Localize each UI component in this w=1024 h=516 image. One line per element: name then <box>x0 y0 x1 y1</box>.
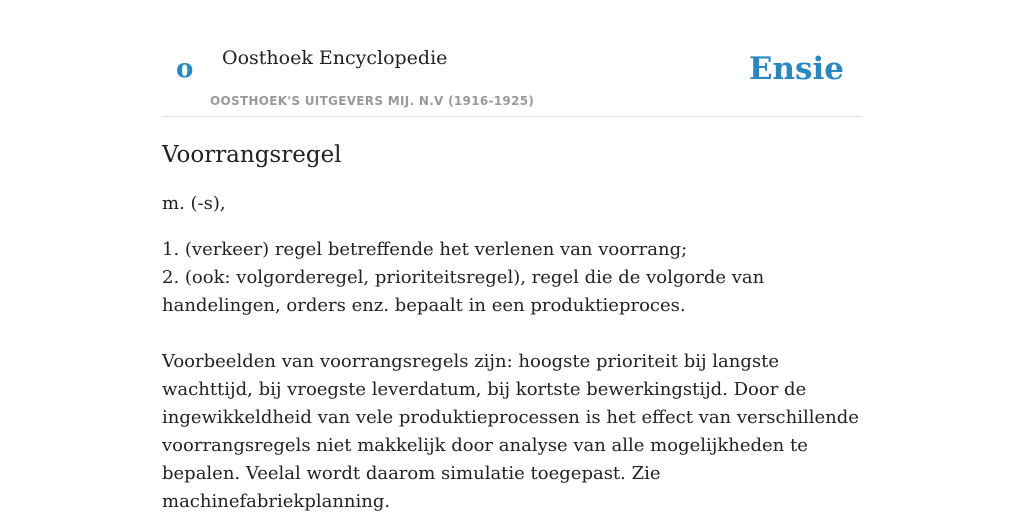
definition-list <box>162 236 862 320</box>
publisher-label: OOSTHOEK'S UITGEVERS MIJ. N.V (1916-1925) <box>210 94 535 108</box>
entry-content <box>162 138 862 516</box>
site-title-link[interactable]: Oosthoek Encyclopedie <box>222 47 448 69</box>
definition-item: 1. (verkeer) regel betreffende het verlenen van voorrang; <box>162 239 688 260</box>
grammar-info: m. (-s), <box>162 193 226 214</box>
definition-item: 2. (ook: volgorderegel, prioriteitsregel), regel die de volgorde van handelingen, orders enz. bepaalt in een produktieproces. <box>162 267 765 316</box>
entry-title: Voorrangsregel <box>162 142 342 168</box>
ensie-brand-link[interactable]: Ensie <box>748 51 844 87</box>
site-logo-icon[interactable]: o <box>176 54 194 84</box>
example-paragraph: Voorbeelden van voorrangsregels zijn: hoogste prioriteit bij langste wachttijd, bij vroegste leverdatum, bij kortste bewerkingstijd. Door de ingewikkeldheid van vele produktieprocessen is het effect van verschillende voorrangsregels niet makkelijk door analyse van alle mogelijkheden te bepalen. Veelal wordt daarom simulatie toegepast. Zie machinefabriekplanning. <box>162 351 859 512</box>
site-header <box>162 0 862 117</box>
